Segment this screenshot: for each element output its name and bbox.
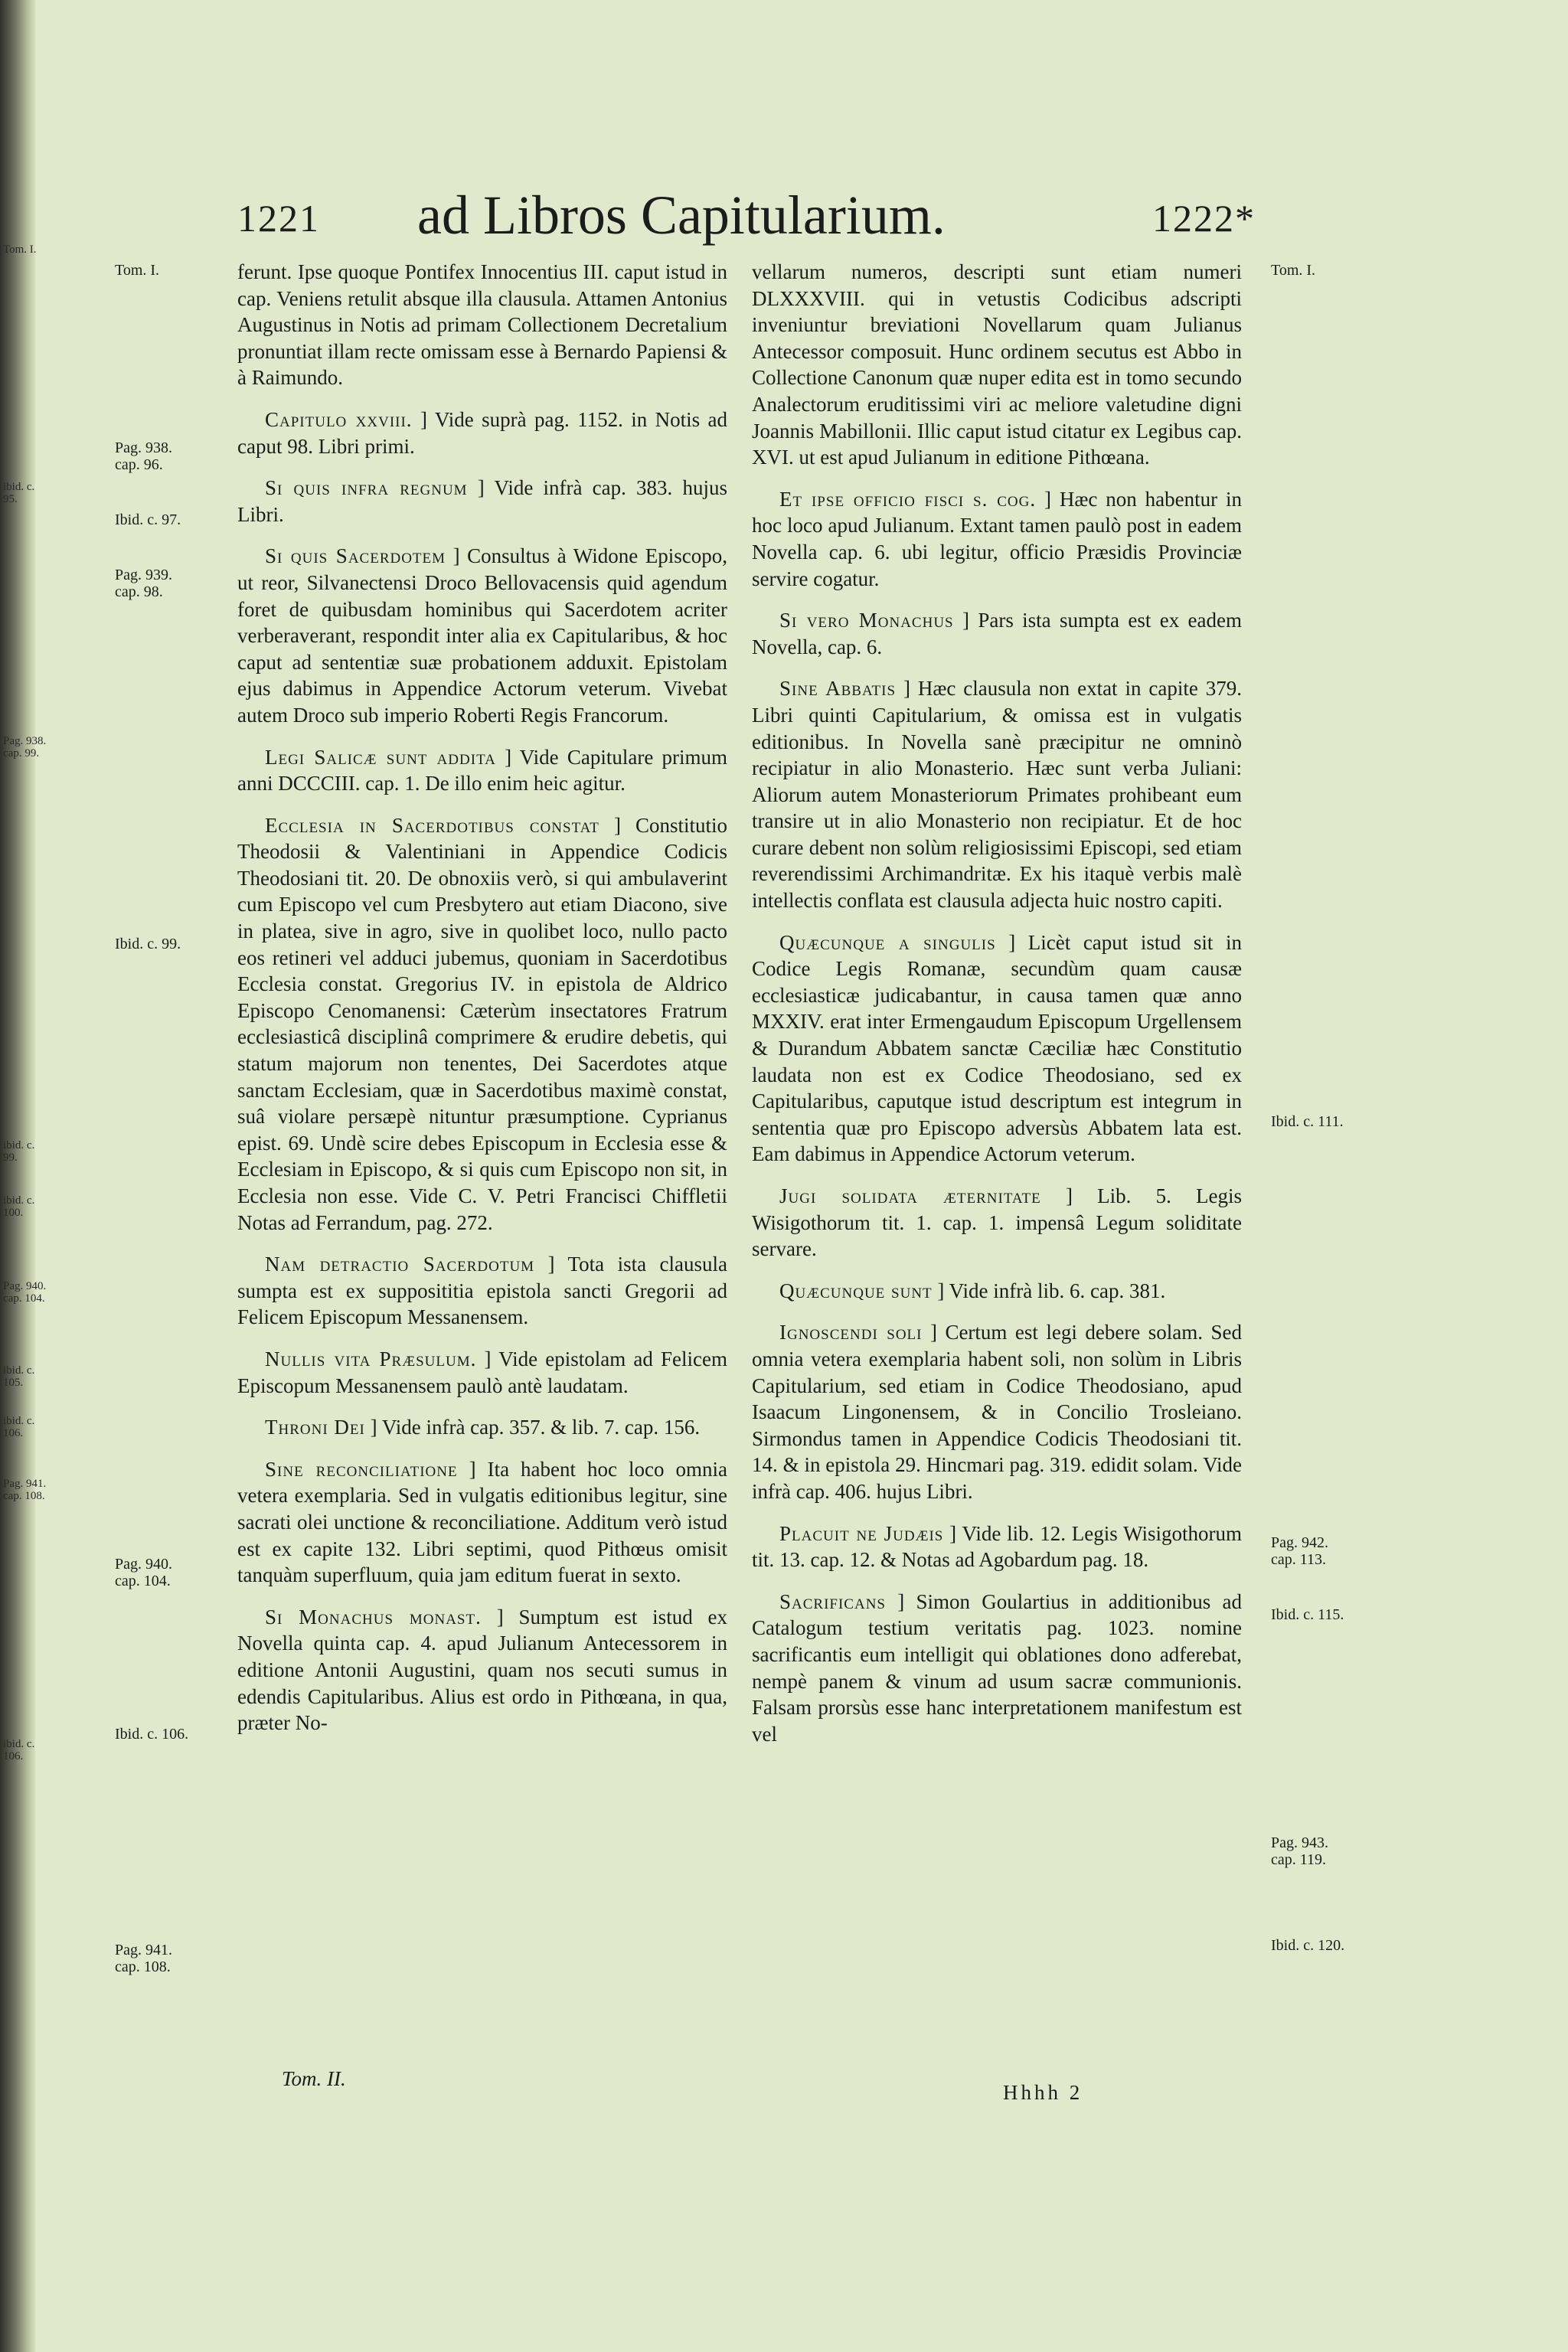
- lemma: Si quis Sacerdotem: [265, 544, 446, 568]
- entry-text: ] Vide lib. 12. Legis Wisigothorum tit. 13. cap. 12. & Notas ad Agobardum pag. 18.: [752, 1521, 1242, 1572]
- entry-text: ] Certum est legi debere solam. Sed omnia vetera exemplaria habent soli, non solùm in Libris Capitularium, sed etiam in Codice Theodosiano, apud Isaacum Lingonensem, & in Concilio Trosleiano. Sirmondus tamen in Appendice Codicis Theodosiani tit. 14. & in epistola 29. Hincmari pag. 319. edidit solam. Vide infrà cap. 406. hujus Libri.: [752, 1321, 1242, 1503]
- note-entry: [237, 259, 727, 391]
- note-entry: [237, 744, 727, 797]
- entry-text: ] Hæc non habentur in hoc loco apud Julianum. Extant tamen paulò post in eadem Novella cap. 6. ubi legitur, officio Præsidis Provinciæ servire cogatur.: [752, 487, 1243, 590]
- note-entry: [237, 1346, 727, 1399]
- lemma: Si vero Monachus: [779, 609, 954, 632]
- note-entry: [237, 407, 727, 459]
- margin-note: Ibid. c. 97.: [115, 511, 181, 528]
- margin-note: Pag. 939. cap. 98.: [115, 567, 172, 600]
- edge-note: Tom. I.: [3, 243, 37, 256]
- margin-note: Tom. I.: [115, 262, 160, 279]
- margin-note: Pag. 940. cap. 104.: [115, 1556, 172, 1589]
- lemma: Nullis vita Præsulum.: [265, 1347, 477, 1370]
- entry-text: ] Tota ista clausula sumpta est ex supposititia epistola sancti Gregorii ad Felicem Episcopum Messanensem.: [237, 1253, 727, 1329]
- note-entry: [237, 812, 727, 1236]
- note-entry: [752, 1319, 1242, 1504]
- edge-note: ibid. c. 95.: [3, 481, 35, 505]
- edge-note: ibid. c. 100.: [3, 1194, 35, 1219]
- note-entry: [237, 1456, 727, 1589]
- entry-text: ] Vide infrà cap. 383. hujus Libri.: [237, 476, 727, 526]
- entry-text: ] Vide suprà pag. 1152. in Notis ad caput 98. Libri primi.: [237, 407, 727, 458]
- edge-note: ibid. c. 106.: [3, 1738, 35, 1762]
- entry-text: ] Vide epistolam ad Felicem Episcopum Messanensem paulò antè laudatam.: [237, 1347, 727, 1397]
- edge-note: Pag. 941. cap. 108.: [3, 1478, 47, 1502]
- note-entry: [752, 607, 1242, 660]
- note-entry: [752, 1589, 1242, 1748]
- entry-text: ] Licèt caput istud sit in Codice Legis Romanæ, secundùm quam causæ ecclesiasticæ judicabantur, in causa tamen quæ anno MXXIV. erat inter Ermengaudum Episcopum Urgellensem & Durandum Abbatem sanctæ Cæciliæ hæc Constitutio laudata non est ex Codice Theodosiano, sed ex Capitularibus, caputque istud descriptum est integrum in sententia quæ pro Episcopo adversùs Abbatem lata est. Eam dabimus in Appendice Actorum veterum.: [752, 930, 1242, 1166]
- entry-text: ] Vide Capitulare primum anni DCCCIII. cap. 1. De illo enim heic agitur.: [237, 745, 728, 795]
- lemma: Throni Dei: [265, 1416, 365, 1439]
- lemma: Ignoscendi soli: [779, 1321, 923, 1344]
- note-entry: [237, 1604, 727, 1736]
- lemma: Sine reconciliatione: [265, 1457, 458, 1481]
- lemma: Capitulo xxviii.: [265, 407, 413, 431]
- margin-note: Ibid. c. 111.: [1271, 1113, 1344, 1130]
- margin-note: Pag. 941. cap. 108.: [115, 1942, 172, 1975]
- margin-note: Ibid. c. 115.: [1271, 1606, 1344, 1623]
- left-column: [237, 259, 727, 1752]
- lemma: Si quis infra regnum: [265, 476, 468, 500]
- right-column: [752, 259, 1242, 1762]
- note-entry: [752, 259, 1242, 471]
- page-number-left: 1221: [237, 197, 320, 240]
- margin-note: Ibid. c. 120.: [1271, 1937, 1345, 1954]
- lemma: Quæcunque sunt: [779, 1279, 933, 1302]
- signature-mark: Hhhh 2: [1003, 2081, 1083, 2104]
- note-entry: [237, 1414, 727, 1441]
- lemma: Et ipse officio fisci s. cog.: [779, 487, 1037, 511]
- entry-text: ] Sumptum est istud ex Novella quinta cap. 4. apud Julianum Antecessorem in editione Antonii Augustini, quam nos secuti sumus in edendis Capitularibus. Alius est ordo in Pithœana, in qua, præter No-: [237, 1605, 728, 1735]
- entry-text: ] Ita habent hoc loco omnia vetera exemplaria. Sed in vulgatis editionibus legitur, sine sacrati olei unctione & reconciliatione. Additum verò istud est ex capite 132. Libri septimi, quod Pithœus omisit tanquàm superfluum, quia jam editum fuerat in sexto.: [237, 1457, 727, 1587]
- note-entry: [752, 1278, 1242, 1305]
- edge-note: Pag. 938. cap. 99.: [3, 735, 47, 760]
- note-entry: [752, 1521, 1242, 1573]
- running-header: [230, 184, 1256, 245]
- lemma: Ecclesia in Sacerdotibus constat: [265, 813, 599, 837]
- margin-note: Tom. I.: [1271, 262, 1316, 279]
- entry-text: ] Consultus à Widone Episcopo, ut reor, Silvanectensi Droco Bellovacensis quid agendum foret de quibusdam hominibus qui Sacerdotem acriter verberaverant, respondit inter alia ex Capitularibus, & hoc caput ad sententiæ suæ probationem adduxit. Epistolam ejus dabimus in Appendice Actorum veterum. Vivebat autem Droco sub imperio Roberti Regis Francorum.: [237, 544, 727, 727]
- margin-note: Ibid. c. 106.: [115, 1726, 189, 1743]
- entry-text: ] Vide infrà lib. 6. cap. 381.: [937, 1279, 1166, 1302]
- lemma: Legi Salicæ sunt addita: [265, 745, 496, 769]
- entry-text: ferunt. Ipse quoque Pontifex Innocentius III. caput istud in cap. Veniens retulit absque illa clausula. Attamen Antonius Augustinus in Notis ad primam Collectionem Decretalium pronuntiat illam recte omissam esse à Bernardo Papiensi & à Raimundo.: [237, 260, 727, 390]
- note-entry: [237, 1251, 727, 1331]
- lemma: Nam detractio Sacerdotum: [265, 1253, 535, 1276]
- lemma: Jugi solidata æternitate: [779, 1184, 1041, 1207]
- lemma: Sacrificans: [779, 1589, 886, 1613]
- entry-text: ] Hæc clausula non extat in capite 379. Libri quinti Capitularium, & omissa est in vulgatis editionibus. In Novella sanè præcipitur ne omninò recipiatur in alio Monasterio. Hæc sunt verba Juliani: Aliorum autem Monasteriorum Primates prohibeant eum transire ut in alio Monasterio non recipiatur. Et de hoc curare debent non solùm religiosissimi Episcopi, sed etiam reverendissimi Archimandritæ. Ex his itaquè verbis malè intellectis conflata est clausula adjecta huic nostro capiti.: [752, 677, 1243, 913]
- note-entry: [237, 475, 727, 528]
- lemma: Si Monachus monast.: [265, 1605, 482, 1628]
- lemma: Quæcunque a singulis: [779, 930, 996, 954]
- entry-text: ] Vide infrà cap. 357. & lib. 7. cap. 156.: [370, 1416, 701, 1439]
- margin-note: Ibid. c. 99.: [115, 936, 181, 952]
- entry-text: ] Pars ista sumpta est ex eadem Novella, cap. 6.: [752, 609, 1242, 658]
- edge-note: Pag. 940. cap. 104.: [3, 1280, 47, 1305]
- note-entry: [752, 929, 1242, 1168]
- note-entry: [752, 486, 1242, 592]
- lemma: Sine Abbatis: [779, 677, 897, 701]
- edge-note: ibid. c. 105.: [3, 1364, 35, 1389]
- page-title: ad Libros Capitularium.: [417, 185, 946, 246]
- note-entry: [752, 1183, 1242, 1263]
- entry-text: ] Lib. 5. Legis Wisigothorum tit. 1. cap. 1. impensâ Legum soliditate servare.: [752, 1184, 1242, 1261]
- entry-text: vellarum numeros, descripti sunt etiam numeri DLXXXVIII. qui in vetustis Codicibus adscripti inveniuntur breviationi Novellarum quam Julianus Antecessor composuit. Hunc ordinem secutus est Abbo in Collectione Canonum quæ nuper edita est in tomo secundo Analectorum eruditissimi viri ac meliore valetudine digni Joannis Mabillonii. Illic caput istud citatur ex Legibus cap. XVI. ut est apud Julianum in editione Pithœana.: [752, 260, 1242, 469]
- entry-text: ] Constitutio Theodosii & Valentiniani in Appendice Codicis Theodosiani tit. 20. De obnoxiis verò, si qui ambulaverint cum Episcopo vel cum Presbytero aut etiam Diacono, sive in platea, sive in agro, sive in quolibet loco, nullo pacto eos retineri vel adduci jubemus, quoniam in Sacerdotibus Ecclesia constat. Gregorius IV. in epistola de Aldrico Episcopo Cenomanensi: Cæterùm insectatores Fratrum ecclesiasticâ disciplinâ comprimere & erudire debetis, qui statum majorum non tenentes, Dei Sacerdotes atque sanctam Ecclesiam, quæ in Sacerdotibus maximè constat, suâ violare persæpè nituntur præsumptione. Cyprianus epist. 69. Undè scire debes Episcopum in Ecclesia esse & Ecclesiam in Episcopo, & si quis cum Episcopo non sit, in Ecclesia non esse. Vide C. V. Petri Francisci Chiffletii Notas ad Ferrandum, pag. 272.: [237, 813, 728, 1234]
- page-number-right: 1222*: [1152, 197, 1256, 240]
- previous-page-margin: [0, 0, 54, 2352]
- edge-note: ibid. c. 99.: [3, 1139, 35, 1164]
- edge-note: ibid. c. 106.: [3, 1415, 35, 1439]
- margin-note: Pag. 943. cap. 119.: [1271, 1834, 1328, 1868]
- note-entry: [237, 543, 727, 728]
- margin-note: Pag. 938. cap. 96.: [115, 439, 172, 473]
- entry-text: ] Simon Goulartius in additionibus ad Catalogum testium veritatis pag. 1023. nomine sacrificantis eum intelligit qui oblationes dono adferebat, nempè panem & vinum ad usum sacræ communionis. Falsam prorsùs esse hanc interpretationem manifestum est vel: [752, 1589, 1243, 1746]
- margin-note: Pag. 942. cap. 113.: [1271, 1534, 1328, 1568]
- note-entry: [752, 675, 1242, 913]
- catchword: Tom. II.: [282, 2067, 346, 2090]
- lemma: Placuit ne Judæis: [779, 1521, 944, 1545]
